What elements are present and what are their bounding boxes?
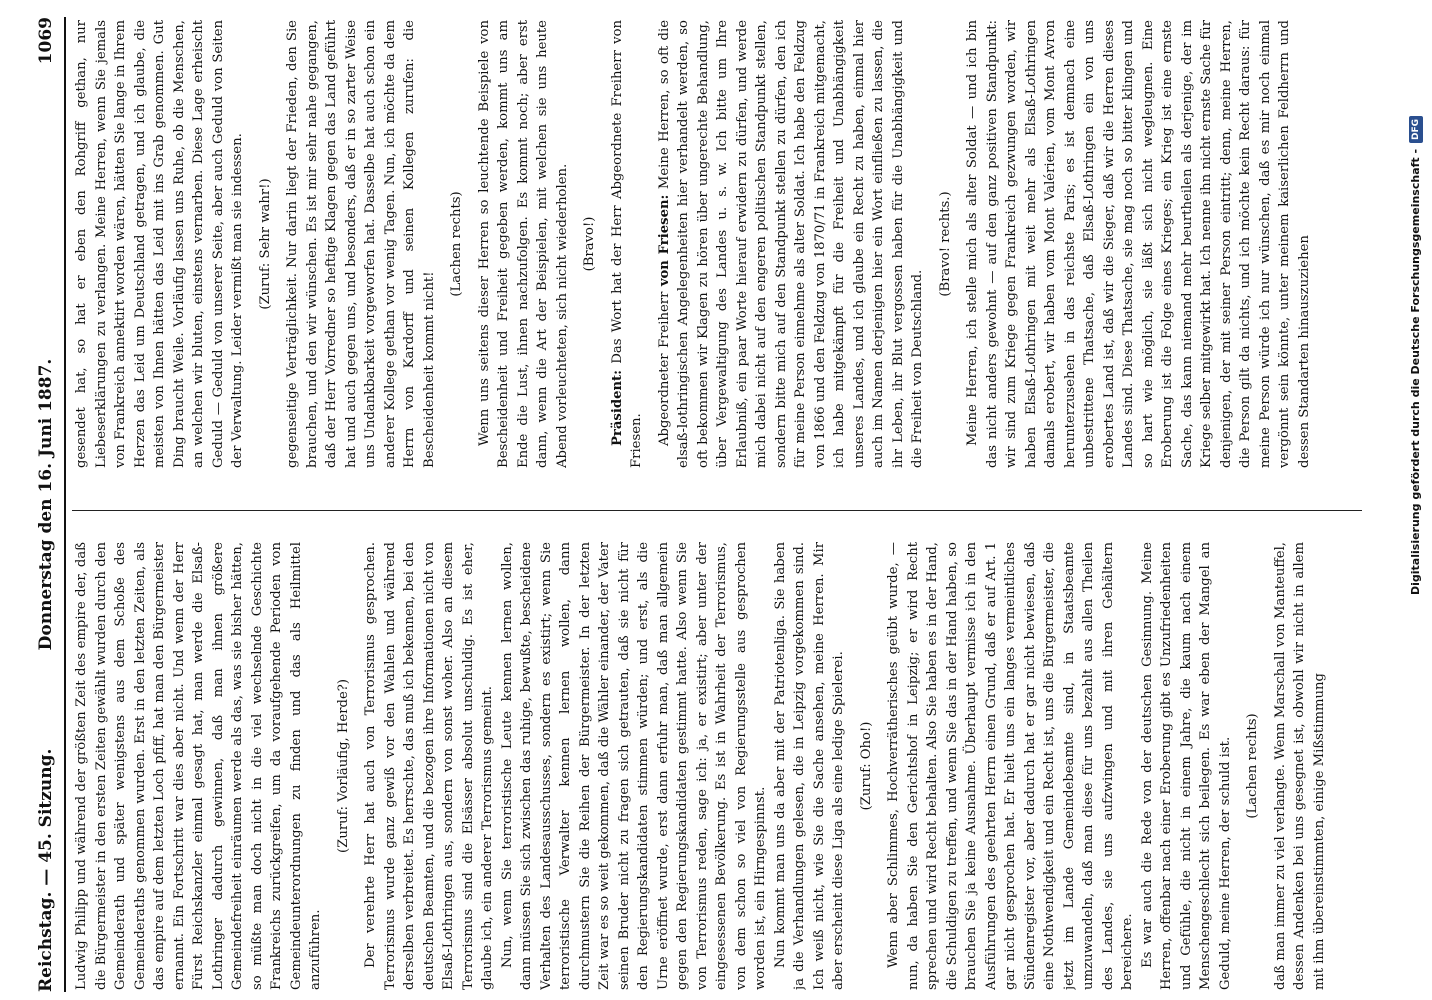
speech-text: Meine Herren, so oft die elsaß-lothringischen Angelegenheiten hier verhandelt werden, so oft bekommen wir Klagen zu hören über ungerechte Behandlung, über Vergewaltigung des Landes u. s. w. Ich bitte um Ihre Erlaubniß, ein paar Worte hierauf erwidern zu dürfen, und werde mich dabei nicht auf den engeren politischen Standpunkt stellen, sondern bitte mich auf den Standpunkt stellen zu dürfen, den ich für meine Person einnehme als alter Soldat. Ich habe den Feldzug von 1866 und den Feldzug von 1870/71 in Frankreich mitgemacht, ich habe mitgekämpft für die Freiheit und Unabhängigkeit unseres Landes, und ich glaube ein Recht zu haben, einmal hier auch im Namen derjenigen hier ein Wort einfließen zu lassen, die ihr Leben, ihr Blut vergossen haben für die Unabhängigkeit und die Freiheit von Deutschland. xyxy=(656,20,925,468)
speaker-name: Präsident: xyxy=(609,369,625,446)
speech-paragraph xyxy=(655,20,928,468)
paragraph: gesendet hat, so hat er eben den Rohgriff gethan, nur Liebeserklärungen zu verlangen. Meine Herren, wenn Sie jemals von Frankreich annektirt worden wären, hätten Sie lange in Ihrem Herzen das Leid um Deutschland getragen, und ich glaube, die meisten von Ihnen hätten das Leid mit ins Grab genommen. Gut Ding braucht Weile. Vorläufig lassen uns Ruhe, ob die Menschen, an welchen wir bluten, einstens vernarben. Diese Lage erheischt Geduld — Geduld von unserer Seite, aber auch Geduld von Seiten der Verwaltung. Leider vermißt man sie indessen. xyxy=(74,20,245,468)
president-statement xyxy=(608,20,647,468)
digitization-note xyxy=(1405,20,1427,595)
paragraph: Nun kommt man uns da aber mit der Patriotenliga. Sie haben ja die Verhandlungen gelesen, die in Leipzig vorgekommen sind. Ich weiß nicht, wie Sie die Sache ansehen, meine Herren. Mir aber erscheint diese Liga als eine ledige Spielerei. xyxy=(772,542,846,990)
paragraph: Wenn aber Schlimmes, Hochverrätherisches geübt wurde, — nun, da haben Sie den Gerichtshof in Leipzig; er wird Recht sprechen und wird Recht behalten. Also Sie haben es in der Hand, die Schuldigen zu treffen, und wenn Sie das in der Hand haben, so brauchen Sie ja keine Ausnahme. Überhaupt vermisse ich in den Ausführungen des geehrten Herrn einen Grund, daß er auf Art. 1 gar nicht gesprochen hat. Er hielt uns ein langes vermeintliches Sündenregister vor, aber dadurch hat er gar nicht bewiesen, daß eine Nothwendigkeit und ein Recht ist, uns die Bürgermeister, die jetzt im Lande Gemeindebeamte sind, in Staatsbeamte umzuwandeln, daß man diese für uns bezahlt aus allen Theilen des Landes, sie uns aufzwingen und mit ihren Gehältern bereichere. xyxy=(886,542,1135,990)
interjection: (Bravo! rechts.) xyxy=(937,191,953,297)
dfg-logo: DFG xyxy=(1409,116,1423,143)
paragraph: gegenseitige Verträglichkeit. Nur darin liegt der Frieden, den Sie brauchen, und den wir wünschen. Es ist mir sehr nahe gegangen, daß der Herr Vorredner so heftige Klagen gegen das Land geführt hat und auch gegen uns, und besonders, daß er in so zarter Weise uns Undankbarkeit vorgeworfen hat. Dasselbe hat auch schon ein anderer Kollege gethan vor wenig Tagen. Nun, ich möchte da dem Herrn von Kardorff und seinen Kollegen zurufen: die Bescheidenheit kommt nicht! xyxy=(285,20,437,468)
interjection: (Lachen rechts) xyxy=(1245,713,1260,819)
paragraph: Nun, wenn Sie terroristische Leute kennen lernen wollen, dann müssen Sie sich zwischen das ruhige, bewußte, bescheidene Verhalten des Landesausschusses, sondern es existirt; wenn Sie terroristische Verwalter kennen lernen wollen, dann durchmustern Sie die Reihen der Bürgermeister. In der letzten Zeit war es so weit gekommen, daß die Wähler einander, der Vater seinen Bruder nicht zu fragen sich getrauten, daß sie nicht für den Regierungskandidaten stimmen würden; und erst, als die Urne eröffnet wurde, erst dann erfuhr man, daß man allgemein gegen den Regierungskandidaten gestimmt hatte. Also wenn Sie von Terrorismus reden, sage ich: ja, er existirt; aber unter der eingesessenen Bevölkerung. Es ist in Wahrheit der Terrorismus, von dem schon so viel von Regierungsstelle aus gesprochen worden ist, ein Hirngespinnst. xyxy=(499,542,768,990)
right-column xyxy=(72,20,1362,468)
paragraph: Der verehrte Herr hat auch von Terrorismus gesprochen. Terrorismus wurde ganz gewiß vor den Wahlen und während derselben verbreitet. Es herrschte, das muß ich bekennen, bei den deutschen Beamten, und die bezogen ihre Informationen nicht von Elsaß-Lothringen aus, sondern von sonst woher. Also an diesem Terrorismus sind die Elsässer absolut unschuldig. Es ist eher, glaube ich, ein anderer Terrorismus gemeint. xyxy=(363,542,495,990)
interjection: (Bravo!) xyxy=(582,216,597,272)
speaker-name: von Friesen: xyxy=(656,194,672,287)
interjection: (Zuruf: Oho!) xyxy=(858,721,874,811)
paragraph: Es war auch die Rede von der deutschen Gesinnung. Meine Herren, offenbar nach einer Eroberung gibt es Unzufriedenheiten und Gefühle, die nicht in einem Jahre, die kaum nach einem Menschengeschlecht sich beilegen. Es war eben der Mangel an Geduld, meine Herren, der schuld ist. xyxy=(1139,542,1233,990)
paragraph: daß man immer zu viel verlangte. Wenn Marschall von Manteuffel, dessen Andenken bei uns gesegnet ist, obwohl wir nicht in allem mit ihm übereinstimmten, einige Mißstimmung xyxy=(1272,542,1327,990)
paragraph: Meine Herren, ich stelle mich als alter Soldat — und ich bin das nicht anders gewohnt — auf den ganz positiven Standpunkt: wir sind zum Kriege gegen Frankreich gezwungen worden, wir haben Elsaß-Lothringen mit weit mehr als Elsaß-Lothringen damals erobert, wir haben vom Mont Valérien, vom Mont Avron herunterzusehen in das reichste Paris; es ist demnach eine unbestrittene Thatsache, daß Elsaß-Lothringen ein von uns erobertes Land ist, daß wir die Sieger, daß wir die Herren dieses Landes sind. Diese Thatsache, sie mag noch so bitter klingen und so hart wie möglich, sie läßt sich nicht wegleugnen. Eine Eroberung ist die Folge eines Krieges; ein Krieg ist eine ernste Sache, das kann niemand mehr beurtheilen als derjenige, der im Kriege selber mitgewirkt hat. Ich nenne ihn nicht ernste Sache für denjenigen, der mit seiner Person eintritt; denn, meine Herren, die Person gilt da nichts, und ich möchte kein Recht daraus: für meine Person würde ich nur wünschen, daß es mir noch einmal vergönnt sein könnte, unter meinem kaiserlichen Feldherrn und dessen Standarten hinauszuziehen xyxy=(965,20,1312,468)
left-column xyxy=(72,542,1362,990)
interjection: (Zuruf: Sehr wahr!) xyxy=(257,178,273,310)
paragraph: Wenn uns seitens dieser Herren so leuchtende Beispiele von Bescheidenheit und Freiheit gegeben werden, kommt uns am Ende die Lust, ihnen nachzufolgen. Es kommt noch; aber erst dann, wenn die Art der Beispielen, mit welchen sie uns heute Abend vorleuchteten, sich nicht wiederholen. xyxy=(476,20,570,468)
statement-text: Das Wort hat der Herr Abgeordnete Freiherr von Friesen. xyxy=(609,20,644,468)
interjection: (Lachen rechts) xyxy=(449,191,464,297)
digitization-text: Digitalisierung gefördert durch die Deutsche Forschungsgemeinschaft - xyxy=(1409,148,1422,595)
page-number: 1069 xyxy=(36,17,56,65)
paragraph: Ludwig Philipp und während der größten Zeit des empire der, daß die Bürgermeister in den ersten Zeiten gewählt wurden durch den Gemeinderath und später wenigstens aus dem Schoße des Gemeinderaths genommen wurden. Erst in den letzten Zeiten, als das empire auf dem letzten Loch pfiff, hat man den Bürgermeister ernannt. Ein Fortschritt war dies aber nicht. Und wenn der Herr Fürst Reichskanzler einmal gesagt hat, man werde die Elsaß-Lothringer dadurch gewinnen, daß man ihnen größere Gemeindefreiheit einräumen werde als das, was sie bisher hätten, so müßte man doch nicht in die viel wechselnde Geschichte Frankreichs zurückgreifen, um da voraufgehende Perioden von Gemeindeunterordnungen zu finden und das als Heilmittel anzuführen. xyxy=(74,542,323,990)
interjection: (Zuruf: Vorläufig, Herde?) xyxy=(335,679,351,853)
header-session: Reichstag. — 45. Sitzung. xyxy=(36,748,56,992)
page-header xyxy=(28,17,66,992)
speaker-title: Abgeordneter Freiherr xyxy=(656,291,672,446)
column-divider xyxy=(72,510,1362,511)
header-date: Donnerstag den 16. Juni 1887. xyxy=(36,358,56,651)
